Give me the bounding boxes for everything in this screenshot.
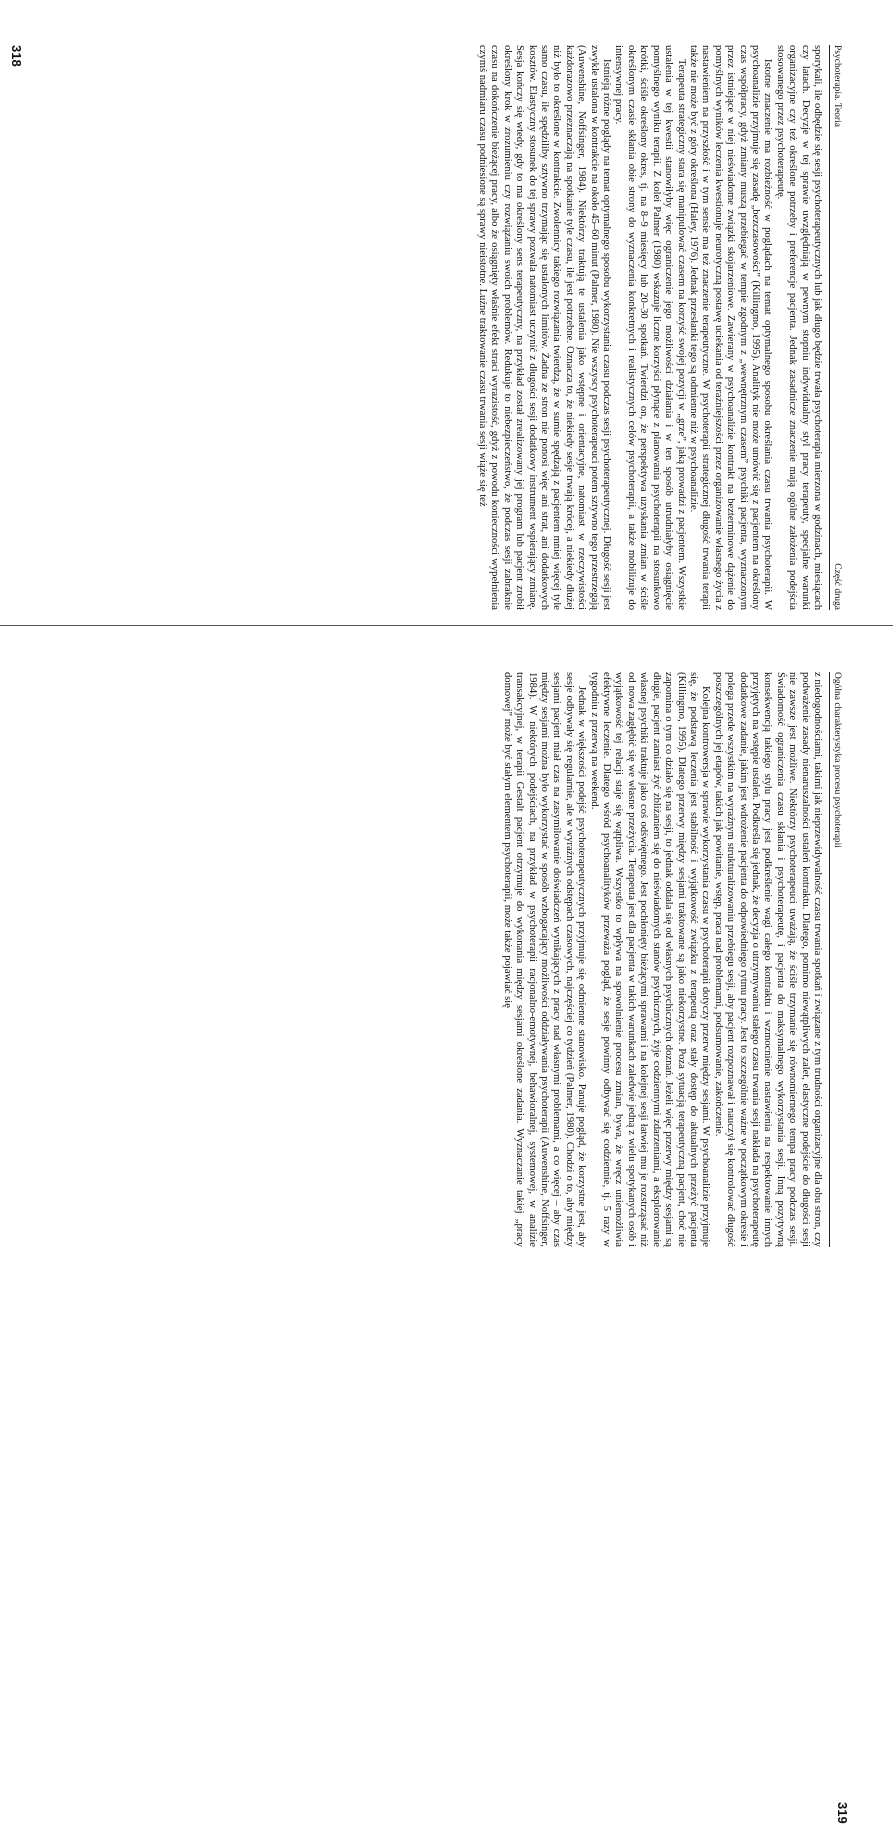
page-318 (0, 0, 893, 620)
running-header (829, 672, 842, 1247)
page-number: 318 (9, 45, 24, 67)
paragraph: z niedogodnościami, takimi jak nieprzewidywalność czasu trwania spotkań i związane z tym trudności organizacyjne dla obu stron, czy podważenie zasady nienaruszalności ustaleń kontraktu. Dlatego, pomimo niewątpliwych zalet, elastyczne podejście do długości sesji nie zawsze jest możliwe. Niektórzy psychoterapeuci uważają, że ściśle trzymanie się równomiernego tempa pracy podczas sesji. Świadomość ograniczenia czasu skłania i psychoterapeutę, i pacjenta do maksymalnego wykorzystania sesji. Inną pozytywną konsekwencją takiego stylu pracy jest podkreślenie wagi całego kontraktu i wzmocnienie nastawienia na respektowanie innych przyjętych na wstępie ustaleń. Podkreśla się jednak, że decyzja o utrzymywaniu stałego czasu trwania sesji nakłada na psychoterapeutę dodatkowe zadanie, jakim jest wdrożenie pacjenta do odpowiedniego rytmu pracy. Jest to szczególnie ważne w początkowym okresie i polega przede wszystkim na wyraźnym strukturalizowaniu przebiegu sesji, aby pacjent rozpoznawał i nauczył się kontrolować długość poszczególnych jej etapów, takich jak powitanie, wstęp, praca nad problemami, podsumowanie, zakończenie. (712, 672, 823, 1247)
running-header (829, 45, 842, 610)
page-number: 319 (835, 1802, 850, 1824)
paragraph: Istotne znaczenie ma rozbieżność w poglądach na temat optymalnego sposobu określania czasu trwania psychoterapii. W psychoanalizie przyjmuje się zasadę „bezczasowości” (Killingmo, 1995). Analityk nie może umówić się z pacjentem na określony czas współpracy, gdyż zmiany muszą przebiegać w tempie zgodnym z „wewnętrznym czasem” psychiki pacjenta, wyznaczonym przez istniejące w niej nieświadome związki skojarzeniowe. Zawierany w psychoanalizie kontrakt na bezterminowe dążenie do pomyślnych wyników leczenia kwestionuje neurotyczną postawę uciekania od teraźniejszości przez organizowanie własnego życia z nastawieniem na przyszłość i w tym sensie ma też znaczenie terapeutyczne. W psychoterapii strategicznej długość trwania terapii także nie może być z góry określona (Haley, 1976). Jednak przesłanki tego są odmienne niż w psychoanalizie. (687, 45, 774, 610)
page-319 (0, 632, 893, 1824)
paragraph: sporykali, ile odbędzie się sesji psychoterapeutycznych lub jak długo będzie trwała psychoterapia mierzona w godzinach, miesiącach czy latach. Decyzje w tej sprawie uwzględniają w pewnym stopniu indywidualny styl pracy terapeuty, specjalne warunki organizacyjne czy też określone potrzeby i preferencje pacjenta. Jednak zasadnicze znaczenie mają ogólne założenia podejścia stosowanego przez psychoterapeutę. (774, 45, 823, 610)
page-318-content (62, 45, 842, 610)
header-right: Część druga (832, 563, 842, 610)
paragraph: Istnieją różne poglądy na temat optymalnego sposobu wykorzystania czasu podczas sesji psychoterapeutycznej. Długość sesji jest zwykle ustalona w kontrakcie na około 45–60 minut (Palmer, 1980). Nie wszyscy psychoterapeuci potem sztywno tego przestrzegają (Auwenshine, Noffsinger, 1984). Niektórzy traktują te ustalenia jako wstępne i orientacyjne, natomiast w rzeczywistości każdorazowo przeznaczają na spotkanie tyle czasu, ile jest potrzebne. Oznacza to, że niekiedy sesje trwają krócej, a niekiedy dłużej niż było to określone w kontrakcie. Zwolennicy takiego rozwiązania twierdzą, że w sumie spędzają z pacjentem mniej więcej tyle samo czasu, ile spędziliby sztywno trzymając się ustalonych limitów. Żadna ze stron nie ponosi więc ani strat, ani dodatkowych kosztów. Elastyczny stosunek do tej sprawy pozwala natomiast uczynić z długości sesji dodatkowy instrument wspierający zmianę. Sesja kończy się wtedy, gdy to ma określony sens terapeutyczny, na przykład został zrealizowany jej program lub pacjent zrobił określony krok w zrozumieniu czy rozwiązaniu swoich problemów. Redukuje to niebezpieczeństwo, że podczas sesji zabraknie czasu na dokończenie bieżącej pracy, albo że osiągnięty właśnie efekt straci wyrazistość, gdyż z powodu konieczności wypełnienia czymś nadmiaru czasu podniesione są sprawy nieistotne. Luźne traktowanie czasu trwania sesji wiąże się też (477, 45, 613, 611)
page-319-content (62, 672, 842, 1247)
body-text (476, 45, 823, 610)
header-left: Ogólna charakterystyka procesu psychoterapii (832, 672, 842, 848)
page-divider (0, 625, 893, 626)
header-left: Psychoterapia. Teoria (832, 45, 842, 127)
paragraph: Terapeuta strategiczny stara się manipulować czasem na korzyść swojej pozycji w „grze”, jaką prowadzi z pacjentem. Wszystkie ustalenia w tej kwestii stanowiłyby więc ograniczenie jego możliwości działania i w ten sposób utrudniałyby osiągnięcie pomyślnego wyniku terapii. Z kolei Palmer (1980) wskazuje liczne korzyści płynące z planowania psychoterapii na stosunkowo krótki, ściśle określony okres, tj. na 8–9 miesięcy lub 20–30 spotkań. Twierdzi on, że perspektywa uzyskania zmian w ściśle określonym czasie skłania obie strony do wyznaczenia konkretnych i realistycznych celów psychoterapii, a także mobilizuje do intensywnej pracy. (613, 45, 687, 610)
body-text (500, 672, 823, 1247)
paragraph: Jednak w większości podejść psychoterapeutycznych przyjmuje się odmienne stanowisko. Panuje pogląd, że korzystne jest, aby sesje odbywały się regularnie, ale w wyraźnych odstępach czasowych, najczęściej co tydzień (Palmer, 1980). Chodzi o to, aby między sesjami pacjent miał czas na zasymilowanie doświadczeń wynikających z pracy nad własnymi problemami, a co więcej – aby czas między sesjami można było wykorzystać w sposób wzbogacający możliwości oddziaływania psychoterapii (Auwenshine, Noffsinger, 1984). W niektórych podejściach, na przykład w psychoterapii racjonalno-emotywnej, behawioralnej, systemowej, w analizie transakcyjnej, w terapii Gestalt pacjent otrzymuje do wykonania między sesjami określone zadania. Wyznaczanie takiej „pracy domowej” może być stałym elementem psychoterapii, może także pojawiać się (501, 672, 588, 1247)
paragraph: Kolejna kontrowersja w sprawie wykorzystania czasu w psychoterapii dotyczy przerw między sesjami. W psychoanalizie przyjmuje się, że podstawą leczenia jest stabilność i wyjątkowość związku z terapeutą oraz stały dostęp do aktualnych przeżyć pacjenta (Killingmo, 1995). Dlatego przerwy między sesjami traktowane są jako niekorzystne. Poza sytuacją terapeutyczną pacjent, choć nie zapomina o tym co działo się na sesji, to jednak oddala się od własnych psychicznych doznań. Jeżeli więc przerwy między sesjami są długie, pacjent zamiast żyć zbliżaniem się do nieświadomych stanów psychicznych, żyje codziennymi zdarzeniami, a eksplorowanie własnej psychiki traktuje jako coś odświętnego. Jest pochłonięty bieżącymi sprawami i na kolejnej sesji łatwiej mu je rozstrząsać niż od nowa zagłębić się we własne przeżycia. Terapeuta jest dla pacjenta w takich warunkach zaledwie jedną z wielu spotykanych osób i wyjątkowość tej relacji staje się wątpliwa. Wszystko to wpływa na spowolnienie procesu zmian, bywa, że wręcz uniemożliwia efektywne leczenie. Dlatego wśród psychoanalityków przeważa pogląd, że sesje powinny odbywać się codziennie, tj. 5 razy w tygodniu z przerwą na weekend. (588, 672, 712, 1247)
